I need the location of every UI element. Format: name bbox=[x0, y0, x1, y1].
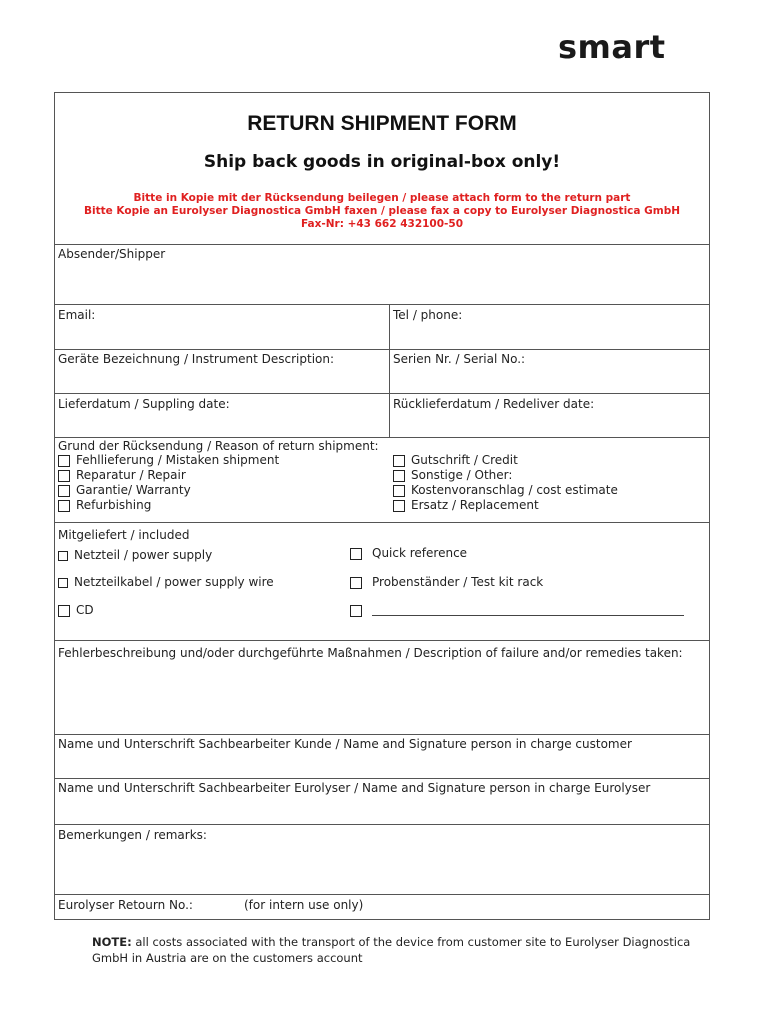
phone-label: Tel / phone: bbox=[393, 308, 463, 322]
redeliver-date-field[interactable] bbox=[390, 411, 709, 436]
other-item-blank-line[interactable] bbox=[372, 606, 684, 616]
row-divider bbox=[54, 734, 710, 735]
note-label: NOTE: bbox=[92, 935, 132, 949]
row-divider bbox=[54, 437, 710, 438]
remarks-field[interactable] bbox=[55, 844, 709, 893]
checkbox[interactable] bbox=[58, 605, 70, 617]
reason-option-other[interactable]: Sonstige / Other: bbox=[393, 468, 512, 482]
form-border-bottom bbox=[54, 919, 710, 920]
checkbox[interactable] bbox=[58, 551, 68, 561]
redeliver-date-label: Rücklieferdatum / Redeliver date: bbox=[393, 397, 595, 411]
instrument-label: Geräte Bezeichnung / Instrument Description: bbox=[58, 352, 335, 366]
supply-date-field[interactable] bbox=[55, 411, 388, 436]
notice-line-1: Bitte in Kopie mit der Rücksendung beilegen / please attach form to the return part bbox=[133, 192, 631, 204]
remarks-label: Bemerkungen / remarks: bbox=[58, 828, 207, 842]
row-divider bbox=[54, 244, 710, 245]
eurolyser-signature-label: Name und Unterschrift Sachbearbeiter Eurolyser / Name and Signature person in charge Eurolyser bbox=[58, 781, 651, 795]
included-cd[interactable]: CD bbox=[58, 603, 94, 617]
row-divider bbox=[54, 894, 710, 895]
row-divider bbox=[54, 393, 710, 394]
reason-option-warranty[interactable]: Garantie/ Warranty bbox=[58, 483, 191, 497]
email-field[interactable] bbox=[55, 322, 388, 348]
failure-field[interactable] bbox=[55, 662, 709, 733]
row-divider bbox=[54, 304, 710, 305]
retour-number-label: Eurolyser Retourn No.: bbox=[58, 898, 193, 912]
form-subtitle: Ship back goods in original-box only! bbox=[203, 152, 561, 172]
checkbox[interactable] bbox=[58, 455, 70, 467]
row-divider bbox=[54, 824, 710, 825]
intern-use-note: (for intern use only) bbox=[244, 898, 364, 912]
reason-option-cost-estimate[interactable]: Kostenvoranschlag / cost estimate bbox=[393, 483, 618, 497]
checkbox[interactable] bbox=[58, 470, 70, 482]
checkbox[interactable] bbox=[58, 485, 70, 497]
serial-field[interactable] bbox=[390, 366, 709, 392]
checkbox[interactable] bbox=[58, 500, 70, 512]
included-label: Mitgeliefert / included bbox=[58, 528, 190, 542]
row-divider bbox=[54, 522, 710, 523]
row-divider bbox=[54, 349, 710, 350]
included-power-supply[interactable]: Netzteil / power supply bbox=[58, 548, 212, 562]
included-test-kit-rack[interactable]: Probenständer / Test kit rack bbox=[350, 575, 543, 589]
customer-signature-label: Name und Unterschrift Sachbearbeiter Kunde / Name and Signature person in charge customer bbox=[58, 737, 632, 751]
reason-option-credit[interactable]: Gutschrift / Credit bbox=[393, 453, 518, 467]
phone-field[interactable] bbox=[390, 322, 709, 348]
checkbox[interactable] bbox=[393, 500, 405, 512]
footer-note bbox=[92, 934, 712, 966]
form-title: RETURN SHIPMENT FORM bbox=[247, 112, 517, 135]
checkbox[interactable] bbox=[393, 485, 405, 497]
instrument-field[interactable] bbox=[55, 366, 388, 392]
shipper-label: Absender/Shipper bbox=[58, 247, 166, 261]
form-border-top bbox=[54, 92, 710, 93]
reason-option-mistaken[interactable]: Fehllieferung / Mistaken shipment bbox=[58, 453, 279, 467]
included-power-wire[interactable]: Netzteilkabel / power supply wire bbox=[58, 575, 274, 589]
reason-option-repair[interactable]: Reparatur / Repair bbox=[58, 468, 186, 482]
row-divider bbox=[54, 778, 710, 779]
supply-date-label: Lieferdatum / Suppling date: bbox=[58, 397, 230, 411]
shipper-field[interactable] bbox=[55, 262, 709, 303]
checkbox[interactable] bbox=[58, 578, 68, 588]
email-label: Email: bbox=[58, 308, 96, 322]
included-other-item[interactable] bbox=[350, 603, 684, 617]
serial-label: Serien Nr. / Serial No.: bbox=[393, 352, 526, 366]
eurolyser-signature-field[interactable] bbox=[55, 796, 709, 823]
row-divider bbox=[54, 640, 710, 641]
checkbox[interactable] bbox=[393, 455, 405, 467]
checkbox[interactable] bbox=[350, 548, 362, 560]
included-quick-reference[interactable]: Quick reference bbox=[350, 546, 467, 560]
failure-label: Fehlerbeschreibung und/oder durchgeführte Maßnahmen / Description of failure and/or remedies taken: bbox=[58, 646, 683, 660]
notice-line-3: Fax-Nr: +43 662 432100-50 bbox=[300, 218, 464, 230]
checkbox[interactable] bbox=[393, 470, 405, 482]
note-text: all costs associated with the transport of the device from customer site to Eurolyser Diagnostica GmbH in Austria are on the customers account bbox=[92, 935, 691, 965]
checkbox[interactable] bbox=[350, 605, 362, 617]
reason-option-refurbishing[interactable]: Refurbishing bbox=[58, 498, 151, 512]
customer-signature-field[interactable] bbox=[55, 752, 709, 777]
brand-logo: smart bbox=[558, 28, 666, 66]
notice-line-2: Bitte Kopie an Eurolyser Diagnostica GmbH faxen / please fax a copy to Eurolyser Diagnostica GmbH bbox=[83, 205, 680, 217]
checkbox[interactable] bbox=[350, 577, 362, 589]
reason-option-replacement[interactable]: Ersatz / Replacement bbox=[393, 498, 539, 512]
reason-label: Grund der Rücksendung / Reason of return shipment: bbox=[58, 439, 379, 453]
